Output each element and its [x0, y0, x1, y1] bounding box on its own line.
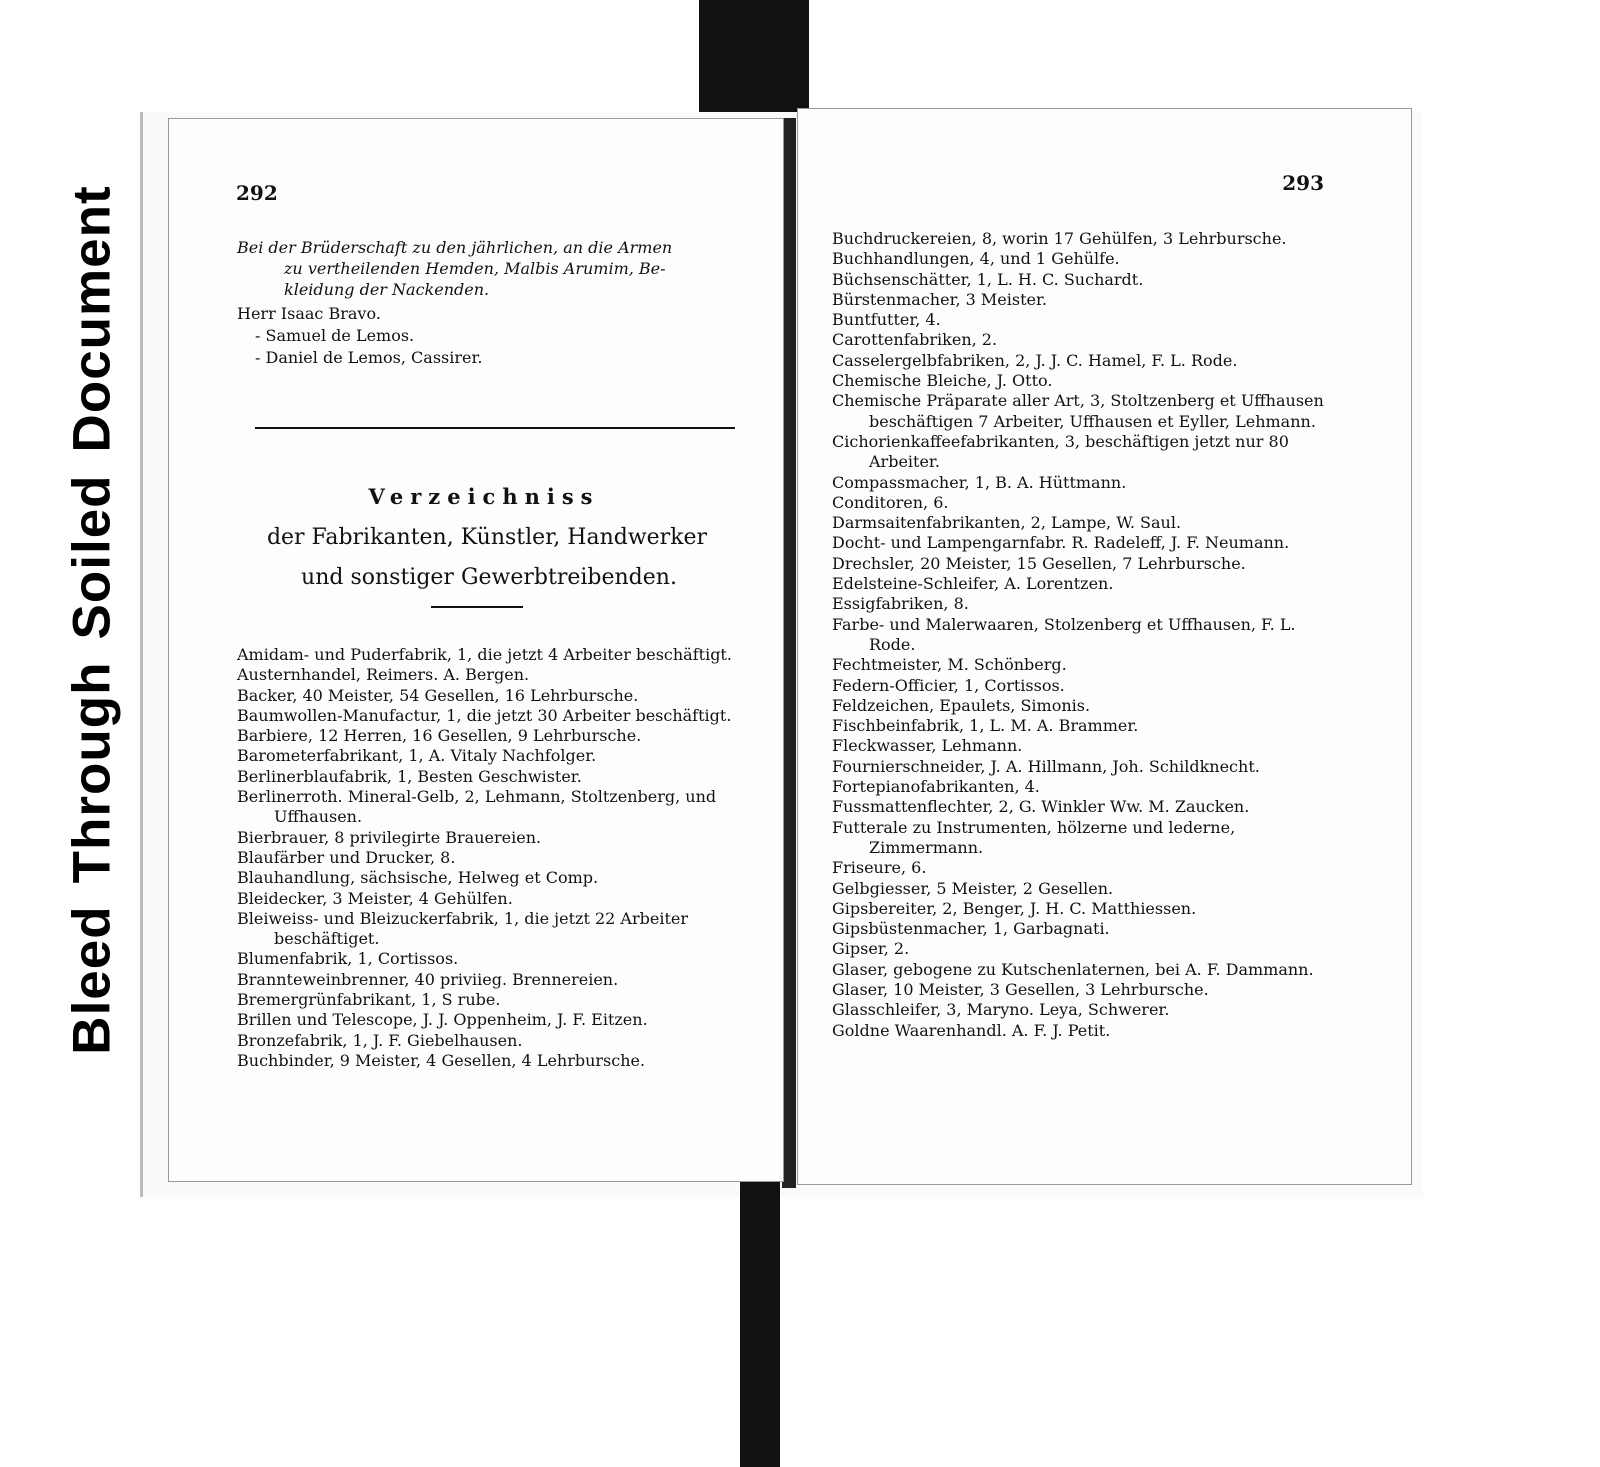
list-item: Chemische Präparate aller Art, 3, Stoltzenberg et Uffhausen beschäftigen 7 Arbeiter, Uffhausen et Eyller, Lehmann.: [832, 391, 1324, 431]
member: - Samuel de Lemos.: [255, 326, 415, 345]
list-item: Docht- und Lampengarnfabr. R. Radeleff, J. F. Neumann.: [832, 533, 1290, 553]
list-item: Compassmacher, 1, B. A. Hüttmann.: [832, 472, 1127, 492]
right-page: [797, 108, 1412, 1185]
list-item: Federn-Officier, 1, Cortissos.: [832, 675, 1065, 695]
list-item: Baumwollen-Manufactur, 1, die jetzt 30 Arbeiter beschäftigt.: [237, 705, 732, 725]
list-item: Büchsenschätter, 1, L. H. C. Suchardt.: [832, 269, 1144, 289]
stamp-word: Through: [62, 661, 122, 884]
title-rule: [431, 606, 523, 608]
section-rule: [255, 427, 735, 429]
list-item: Friseure, 6.: [832, 858, 927, 878]
stamp-word: Soiled: [62, 474, 122, 640]
list-item: Fournierschneider, J. A. Hillmann, Joh. Schildknecht.: [832, 756, 1260, 776]
list-item: Cichorienkaffeefabrikanten, 3, beschäftigen jetzt nur 80 Arbeiter.: [832, 431, 1289, 472]
intro-paragraph: [237, 237, 737, 300]
list-item: Gelbgiesser, 5 Meister, 2 Gesellen.: [832, 878, 1114, 898]
list-item: Gipsbüstenmacher, 1, Garbagnati.: [832, 919, 1110, 939]
list-item: Blumenfabrik, 1, Cortissos.: [237, 949, 459, 969]
list-item: Gipsbereiter, 2, Benger, J. H. C. Matthiessen.: [832, 898, 1197, 918]
list-item: Feldzeichen, Epaulets, Simonis.: [832, 695, 1091, 715]
book-gutter: [782, 118, 796, 1188]
list-item: Farbe- und Malerwaaren, Stolzenberg et Uffhausen, F. L. Rode.: [832, 614, 1296, 654]
list-item: Bremergrünfabrikant, 1, S rube.: [237, 990, 501, 1010]
list-item: Fussmattenflechter, 2, G. Winkler Ww. M. Zaucken.: [832, 797, 1250, 817]
bleed-through-stamp: [62, 185, 123, 1054]
list-item: Amidam- und Puderfabrik, 1, die jetzt 4 Arbeiter beschäftigt.: [237, 645, 732, 664]
intro-line: zu vertheilenden Hemden, Malbis Arumim, Be-: [284, 259, 666, 278]
page-number: 293: [1282, 171, 1324, 195]
list-item: Bürstenmacher, 3 Meister.: [832, 289, 1047, 309]
list-item: Fleckwasser, Lehmann.: [832, 736, 1023, 756]
list-item: Buntfutter, 4.: [832, 310, 941, 330]
binding-strap-bottom: [740, 1165, 780, 1467]
entry-list: [237, 645, 732, 1071]
list-item: Buchhandlungen, 4, und 1 Gehülfe.: [832, 249, 1120, 269]
list-item: Buchdruckereien, 8, worin 17 Gehülfen, 3 Lehrbursche.: [832, 229, 1287, 248]
intro-line: Bei der Brüderschaft zu den jährlichen, an die Armen: [237, 238, 673, 257]
intro-line: kleidung der Nackenden.: [284, 280, 490, 299]
members-list: [237, 303, 482, 369]
list-item: Blaufärber und Drucker, 8.: [237, 847, 456, 867]
list-item: Bierbrauer, 8 privilegirte Brauereien.: [237, 827, 542, 847]
member: Herr Isaac Bravo.: [237, 304, 381, 323]
stamp-word: Bleed: [62, 905, 122, 1055]
list-item: Berlinerroth. Mineral-Gelb, 2, Lehmann, Stoltzenberg, und Uffhausen.: [237, 787, 717, 827]
list-item: Berlinerblaufabrik, 1, Besten Geschwister.: [237, 766, 582, 786]
left-page: [168, 118, 784, 1182]
list-item: Fechtmeister, M. Schönberg.: [832, 655, 1067, 675]
list-item: Buchbinder, 9 Meister, 4 Gesellen, 4 Lehrbursche.: [237, 1050, 646, 1070]
binding-strap-top: [699, 0, 809, 120]
list-item: Brannteweinbrenner, 40 priviieg. Brennereien.: [237, 969, 619, 989]
section-subtitle: der Fabrikanten, Künstler, Handwerker: [266, 525, 708, 550]
list-item: Gipser, 2.: [832, 939, 910, 959]
list-item: Essigfabriken, 8.: [832, 594, 969, 614]
list-item: Chemische Bleiche, J. Otto.: [832, 371, 1053, 391]
list-item: Backer, 40 Meister, 54 Gesellen, 16 Lehrbursche.: [237, 685, 639, 705]
list-item: Austernhandel, Reimers. A. Bergen.: [237, 665, 530, 685]
stamp-word: Document: [62, 185, 122, 453]
entry-list: [832, 229, 1342, 1041]
list-item: Goldne Waarenhandl. A. F. J. Petit.: [832, 1020, 1111, 1040]
list-item: Drechsler, 20 Meister, 15 Gesellen, 7 Lehrbursche.: [832, 553, 1246, 573]
list-item: Glaser, 10 Meister, 3 Gesellen, 3 Lehrbursche.: [832, 979, 1209, 999]
list-item: Barbiere, 12 Herren, 16 Gesellen, 9 Lehrbursche.: [237, 726, 642, 746]
list-item: Glaser, gebogene zu Kutschenlaternen, bei A. F. Dammann.: [832, 959, 1314, 979]
list-item: Blauhandlung, sächsische, Helweg et Comp.: [237, 868, 599, 888]
list-item: Brillen und Telescope, J. J. Oppenheim, J. F. Eitzen.: [237, 1010, 648, 1030]
section-title: Verzeichniss: [368, 484, 600, 509]
list-item: Carottenfabriken, 2.: [832, 330, 998, 350]
list-item: Conditoren, 6.: [832, 492, 949, 512]
list-item: Bleiweiss- und Bleizuckerfabrik, 1, die jetzt 22 Arbeiter beschäftiget.: [237, 908, 688, 949]
section-subtitle: und sonstiger Gewerbtreibenden.: [301, 565, 677, 590]
list-item: Darmsaitenfabrikanten, 2, Lampe, W. Saul.: [832, 513, 1182, 533]
list-item: Casselergelbfabriken, 2, J. J. C. Hamel, F. L. Rode.: [832, 350, 1238, 370]
page-number: 292: [236, 181, 278, 205]
list-item: Fortepianofabrikanten, 4.: [832, 777, 1040, 797]
list-item: Glasschleifer, 3, Maryno. Leya, Schwerer.: [832, 1000, 1170, 1020]
list-item: Fischbeinfabrik, 1, L. M. A. Brammer.: [832, 716, 1139, 736]
list-item: Barometerfabrikant, 1, A. Vitaly Nachfolger.: [237, 746, 597, 766]
list-item: Bleidecker, 3 Meister, 4 Gehülfen.: [237, 888, 513, 908]
list-item: Edelsteine-Schleifer, A. Lorentzen.: [832, 574, 1114, 594]
list-item: Bronzefabrik, 1, J. F. Giebelhausen.: [237, 1030, 523, 1050]
list-item: Futterale zu Instrumenten, hölzerne und lederne, Zimmermann.: [832, 817, 1236, 857]
member: - Daniel de Lemos, Cassirer.: [255, 348, 483, 367]
